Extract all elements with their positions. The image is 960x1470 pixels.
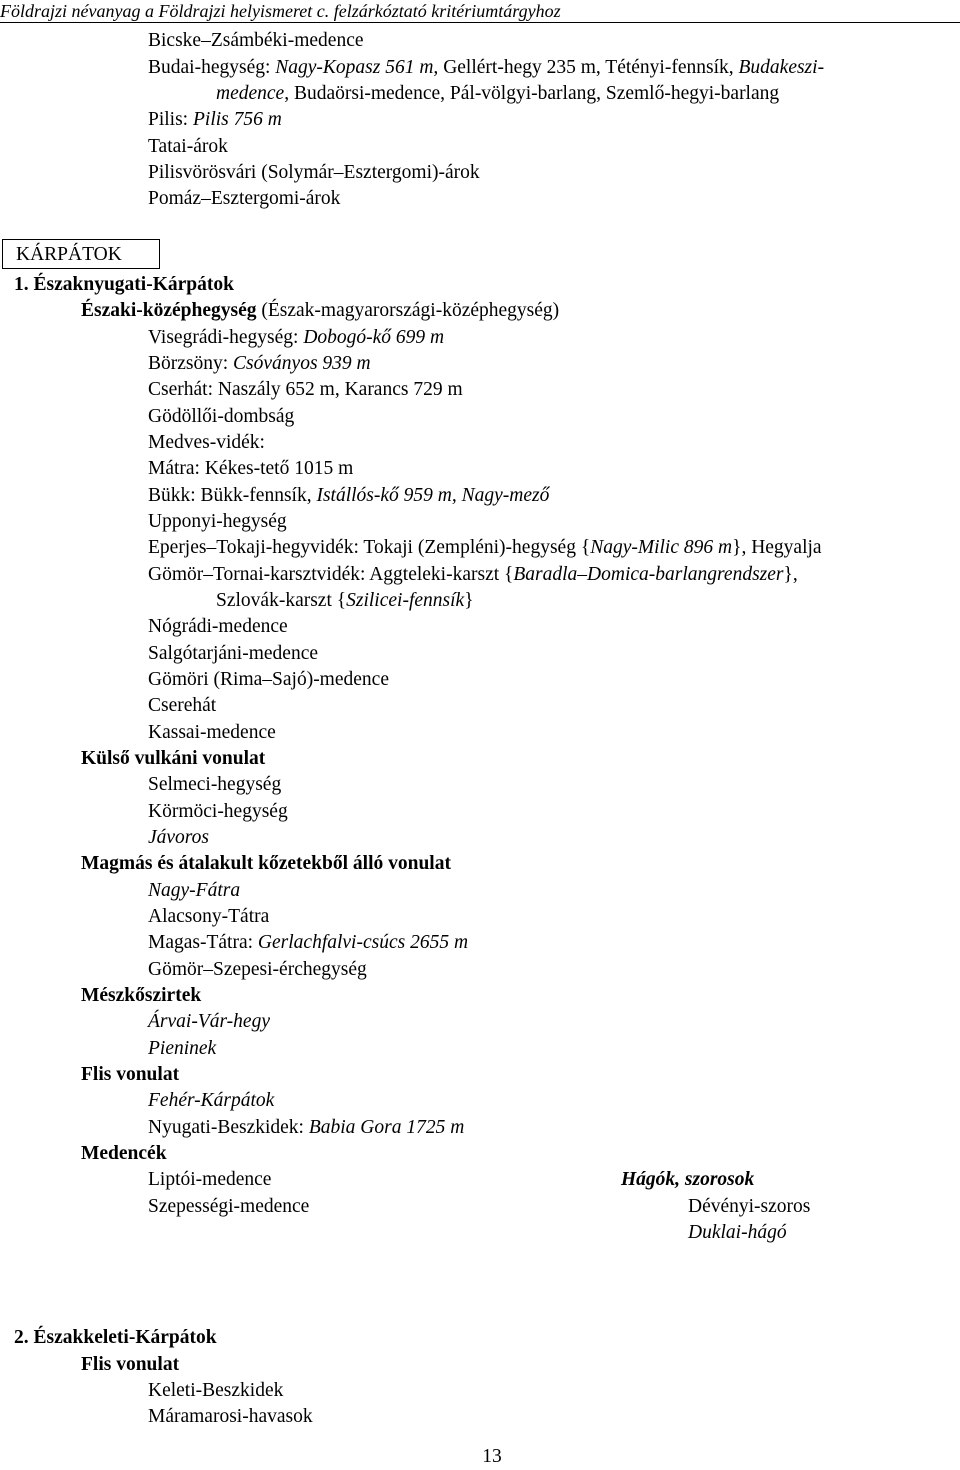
list-item: Eperjes–Tokaji-hegyvidék: Tokaji (Zempléni)-hegység {Nagy-Milic 896 m}, Hegyalja [148,537,822,558]
list-item: Máramarosi-havasok [148,1406,313,1427]
list-item: Tatai-árok [148,136,228,157]
list-item: Cserehát [148,695,217,716]
list-item: Gömör–Tornai-karsztvidék: Aggteleki-karszt {Baradla–Domica-barlangrendszer}, [148,564,798,585]
list-item: Salgótarjáni-medence [148,643,319,664]
list-item: Mátra: Kékes-tető 1015 m [148,458,354,479]
list-item: Pilisvörösvári (Solymár–Esztergomi)-árok [148,162,480,183]
list-item: Upponyi-hegység [148,511,287,532]
list-item: Jávoros [148,827,210,848]
group-title: Magmás és átalakult kőzetekből álló vonulat [81,853,451,874]
list-item: Keleti-Beszkidek [148,1380,284,1401]
list-item-pilis: Pilis: Pilis 756 m [148,109,282,130]
list-item: Nagy-Fátra [148,880,241,901]
list-item-budai: Budai-hegység: Nagy-Kopasz 561 m, Gellért-hegy 235 m, Tétényi-fennsík, Budakeszi- [148,57,825,78]
group-title: Északi-középhegység (Észak-magyarországi-középhegység) [81,300,560,321]
list-item: Liptói-medence [148,1169,272,1190]
list-item: Dévényi-szoros [688,1196,811,1217]
list-item: Fehér-Kárpátok [148,1090,275,1111]
group-title: Külső vulkáni vonulat [81,748,266,769]
list-item: Visegrádi-hegység: Dobogó-kő 699 m [148,327,445,348]
group-title: Flis vonulat [81,1354,180,1375]
section-heading: KÁRPÁTOK [16,244,122,265]
list-item: Nógrádi-medence [148,616,288,637]
subsection-title: 1. Északnyugati-Kárpátok [14,274,234,295]
group-title: Mészkőszirtek [81,985,202,1006]
list-item: Alacsony-Tátra [148,906,270,927]
list-item: Selmeci-hegység [148,774,282,795]
group-title-hagok: Hágók, szorosok [621,1169,755,1190]
list-item: Szepességi-medence [148,1196,310,1217]
subsection-title: 2. Északkeleti-Kárpátok [14,1327,217,1348]
list-item-budai-cont: medence, Budaörsi-medence, Pál-völgyi-barlang, Szemlő-hegyi-barlang [216,83,780,104]
list-item: Gömöri (Rima–Sajó)-medence [148,669,389,690]
list-item: Körmöci-hegység [148,801,288,822]
group-title: Flis vonulat [81,1064,180,1085]
group-title: Medencék [81,1143,167,1164]
list-item: Medves-vidék: [148,432,265,453]
list-item: Magas-Tátra: Gerlachfalvi-csúcs 2655 m [148,932,469,953]
list-item: Nyugati-Beszkidek: Babia Gora 1725 m [148,1117,465,1138]
list-item: Gömör–Szepesi-érchegység [148,959,367,980]
header-rule [0,22,960,23]
list-item: Börzsöny: Csóványos 939 m [148,353,371,374]
list-item: Pieninek [148,1038,217,1059]
running-header: Földrajzi névanyag a Földrajzi helyismeret c. felzárkóztató kritériumtárgyhoz [0,1,561,21]
page-number: 13 [482,1446,502,1467]
list-item: Szlovák-karszt {Szilicei-fennsík} [216,590,474,611]
list-item: Gödöllői-dombság [148,406,295,427]
list-item: Kassai-medence [148,722,276,743]
list-item: Bicske–Zsámbéki-medence [148,30,364,51]
list-item: Duklai-hágó [688,1222,787,1243]
list-item: Cserhát: Naszály 652 m, Karancs 729 m [148,379,463,400]
list-item: Árvai-Vár-hegy [148,1011,270,1032]
list-item: Pomáz–Esztergomi-árok [148,188,341,209]
list-item: Bükk: Bükk-fennsík, Istállós-kő 959 m, Nagy-mező [148,485,550,506]
